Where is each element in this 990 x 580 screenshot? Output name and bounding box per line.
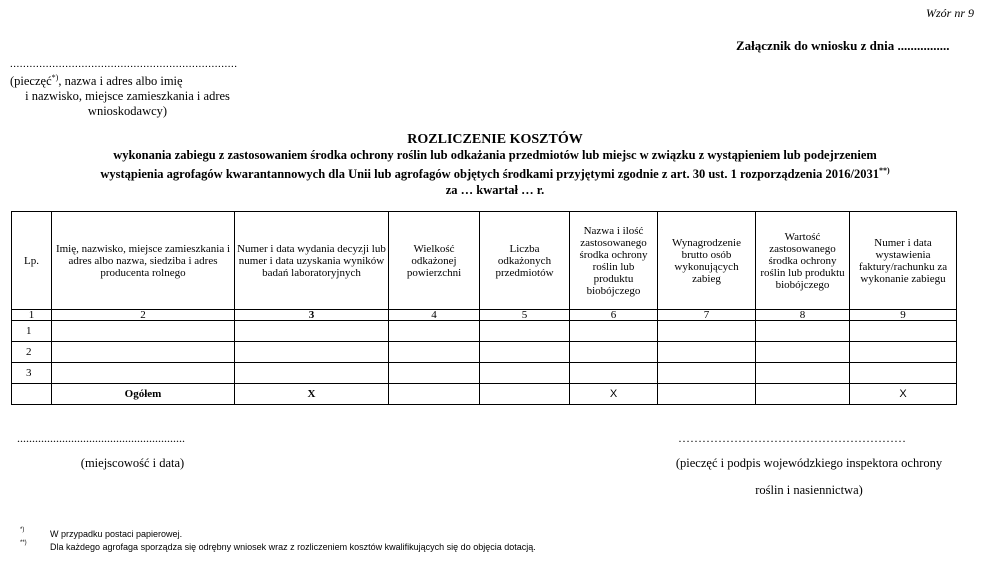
column-number: 5: [480, 310, 570, 321]
header-cell: Imię, nazwisko, miejsce zamieszkania i adres albo nazwa, siedziba i adres producenta rolnego: [52, 212, 235, 310]
stamp-dotted-line: ......................................................................: [10, 58, 238, 70]
column-number: 7: [658, 310, 756, 321]
total-row: [12, 384, 957, 405]
footnote-text: Dla każdego agrofaga sporządza się odrębny wniosek wraz z rozliczeniem kosztów kwalifikujących się do objęcia dotacją.: [50, 542, 536, 552]
row-number: 2: [12, 342, 52, 363]
table-cell: [235, 342, 389, 363]
table-row: [12, 342, 957, 363]
header-cell: Nazwa i ilość zastosowanego środka ochrony roślin lub produktu biobójczego: [570, 212, 658, 310]
table-cell: [850, 342, 957, 363]
signature-caption: [650, 450, 968, 504]
column-number: 6: [570, 310, 658, 321]
total-label: Ogółem: [52, 384, 235, 405]
table-header-row: [12, 212, 957, 310]
table-cell: [389, 342, 480, 363]
table-cell: [52, 363, 235, 384]
header-cell: Wartość zastosowanego środka ochrony roślin lub produktu biobójczego: [756, 212, 850, 310]
table-cell: [480, 384, 570, 405]
table-cell: [570, 342, 658, 363]
title-line-3: [0, 163, 990, 182]
table-cell: [850, 321, 957, 342]
row-number: 1: [12, 321, 52, 342]
header-cell: Lp.: [12, 212, 52, 310]
table-cell: [850, 363, 957, 384]
column-number: 4: [389, 310, 480, 321]
table-cell: [389, 321, 480, 342]
header-cell: Liczba odkażonych przedmiotów: [480, 212, 570, 310]
total-mark: X: [570, 384, 658, 405]
header-cell: Wielkość odkażonej powierzchni: [389, 212, 480, 310]
table-cell: [658, 342, 756, 363]
signature-dotted-line: …………………………………………………: [678, 431, 906, 445]
total-mark: X: [235, 384, 389, 405]
place-date-caption: (miejscowość i data): [80, 456, 185, 470]
table-cell: [480, 321, 570, 342]
title-footnote-mark: **): [878, 166, 890, 175]
cost-table: [11, 211, 957, 405]
title-line-2: wykonania zabiegu z zastosowaniem środka ochrony roślin lub odkażania przedmiotów lub miejsc w związku z wystąpieniem lub podejrzeniem: [113, 148, 877, 162]
column-number-row: [12, 310, 957, 321]
header-cell: Numer i data wystawienia faktury/rachunku za wykonanie zabiegu: [850, 212, 957, 310]
column-number: 9: [850, 310, 957, 321]
table-cell: [12, 384, 52, 405]
stamp-footnote-mark: *): [51, 73, 59, 82]
table-cell: [52, 342, 235, 363]
table-cell: [756, 384, 850, 405]
table-row: [12, 363, 957, 384]
row-number: 3: [12, 363, 52, 384]
column-number: 8: [756, 310, 850, 321]
table-cell: [756, 363, 850, 384]
column-number: 1: [12, 310, 52, 321]
table-cell: [235, 321, 389, 342]
attachment-line: Załącznik do wniosku z dnia ................: [736, 38, 950, 53]
stamp-caption-post: , nazwa i adres albo imię: [58, 74, 183, 89]
table-row: [12, 321, 957, 342]
table-cell: [658, 384, 756, 405]
stamp-caption-line2: i nazwisko, miejsce zamieszkania i adres: [25, 89, 230, 104]
form-number: Wzór nr 9: [925, 6, 974, 20]
place-date-dotted-line: ........................................................: [17, 431, 185, 445]
table-cell: [756, 321, 850, 342]
stamp-caption: [10, 70, 245, 119]
stamp-caption-pre: (pieczęć: [10, 74, 52, 89]
stamp-caption-line3: wnioskodawcy): [87, 104, 168, 119]
footnote-mark: **): [20, 540, 27, 546]
column-number: 2: [52, 310, 235, 321]
table-cell: [756, 342, 850, 363]
document-title-block: [0, 131, 990, 198]
total-mark: X: [850, 384, 957, 405]
header-cell: Numer i data wydania decyzji lub numer i data uzyskania wyników badań laboratoryjnych: [235, 212, 389, 310]
table-cell: [389, 384, 480, 405]
table-cell: [570, 363, 658, 384]
table-cell: [52, 321, 235, 342]
document-title: ROZLICZENIE KOSZTÓW: [407, 132, 583, 147]
table-cell: [389, 363, 480, 384]
title-period: za … kwartał … r.: [445, 183, 545, 198]
table-cell: [480, 363, 570, 384]
header-cell: Wynagrodzenie brutto osób wykonujących zabieg: [658, 212, 756, 310]
column-number: 3: [235, 310, 389, 321]
title-line-3-text: wystąpienia agrofagów kwarantannowych dla Unii lub agrofagów objętych środkami przyjętymi zgodnie z art. 30 ust. 1 rozporządzenia 2016/2031: [100, 167, 879, 182]
signature-caption-line1: (pieczęć i podpis wojewódzkiego inspektora ochrony: [675, 456, 943, 470]
footnote-text: W przypadku postaci papierowej.: [50, 529, 183, 539]
table-cell: [480, 342, 570, 363]
table-cell: [658, 321, 756, 342]
table-cell: [658, 363, 756, 384]
footnote-mark: *): [20, 527, 25, 533]
signature-caption-line2: roślin i nasiennictwa): [755, 483, 863, 497]
table-cell: [235, 363, 389, 384]
table-cell: [570, 321, 658, 342]
